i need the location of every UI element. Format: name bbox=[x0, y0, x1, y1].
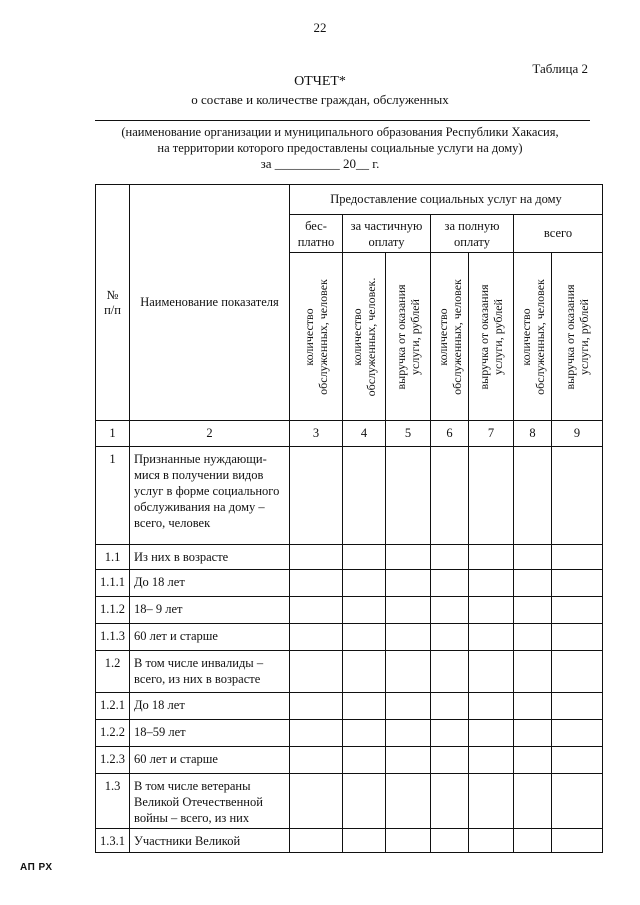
report-title: ОТЧЕТ* bbox=[294, 74, 346, 89]
data-cell[interactable] bbox=[386, 693, 431, 720]
data-cell[interactable] bbox=[514, 651, 552, 693]
col-number: 2 bbox=[130, 421, 290, 447]
organization-note-line-2: на территории которого предоставлены социальные услуги на дому) bbox=[157, 141, 523, 155]
data-cell[interactable] bbox=[386, 829, 431, 853]
data-cell[interactable] bbox=[552, 545, 603, 570]
data-cell[interactable] bbox=[343, 447, 386, 545]
header-col-3-text: количество обслуженных, человек bbox=[302, 278, 330, 395]
data-cell[interactable] bbox=[290, 720, 343, 747]
table-row bbox=[96, 597, 603, 624]
header-col-4 bbox=[343, 253, 386, 421]
col-number: 3 bbox=[290, 421, 343, 447]
row-label: До 18 лет bbox=[130, 693, 290, 720]
data-cell[interactable] bbox=[552, 651, 603, 693]
data-cell[interactable] bbox=[386, 545, 431, 570]
report-table bbox=[95, 184, 603, 853]
data-cell[interactable] bbox=[514, 624, 552, 651]
data-cell[interactable] bbox=[290, 447, 343, 545]
data-cell[interactable] bbox=[290, 570, 343, 597]
data-cell[interactable] bbox=[514, 570, 552, 597]
data-cell[interactable] bbox=[514, 597, 552, 624]
data-cell[interactable] bbox=[469, 570, 514, 597]
data-cell[interactable] bbox=[343, 545, 386, 570]
table-row bbox=[96, 829, 603, 853]
header-col-6-text: количество обслуженных, человек bbox=[435, 278, 464, 395]
table-row bbox=[96, 720, 603, 747]
data-cell[interactable] bbox=[290, 545, 343, 570]
header-full: за полную оплату bbox=[431, 215, 514, 253]
fill-in-line bbox=[95, 120, 590, 121]
row-label: 18–59 лет bbox=[130, 720, 290, 747]
row-label: Из них в возрасте bbox=[130, 545, 290, 570]
data-cell[interactable] bbox=[386, 651, 431, 693]
organization-note bbox=[80, 124, 600, 156]
data-cell[interactable] bbox=[431, 774, 469, 829]
data-cell[interactable] bbox=[514, 447, 552, 545]
data-cell[interactable] bbox=[431, 747, 469, 774]
data-cell[interactable] bbox=[552, 570, 603, 597]
header-name-text: Наименование показателя bbox=[140, 295, 279, 309]
table-row bbox=[96, 447, 603, 545]
data-cell[interactable] bbox=[469, 597, 514, 624]
header-col-5 bbox=[386, 253, 431, 421]
data-cell[interactable] bbox=[552, 597, 603, 624]
data-cell[interactable] bbox=[431, 570, 469, 597]
header-col-4-text: количество обслуженных, человек. bbox=[350, 277, 378, 396]
data-cell[interactable] bbox=[469, 720, 514, 747]
header-col-6 bbox=[431, 253, 469, 421]
data-cell[interactable] bbox=[469, 829, 514, 853]
data-cell[interactable] bbox=[469, 651, 514, 693]
data-cell[interactable] bbox=[343, 597, 386, 624]
row-label: 18– 9 лет bbox=[130, 597, 290, 624]
header-total: всего bbox=[514, 215, 603, 253]
data-cell[interactable] bbox=[469, 693, 514, 720]
data-cell[interactable] bbox=[386, 720, 431, 747]
table-row bbox=[96, 693, 603, 720]
header-col-3 bbox=[290, 253, 343, 421]
data-cell[interactable] bbox=[552, 693, 603, 720]
col-number: 5 bbox=[386, 421, 431, 447]
data-cell[interactable] bbox=[552, 747, 603, 774]
row-label: До 18 лет bbox=[130, 570, 290, 597]
col-number: 4 bbox=[343, 421, 386, 447]
data-cell[interactable] bbox=[514, 545, 552, 570]
footer-stamp: АП РХ bbox=[20, 862, 53, 873]
data-cell[interactable] bbox=[514, 829, 552, 853]
row-number: 1.2.2 bbox=[96, 720, 130, 747]
data-cell[interactable] bbox=[431, 624, 469, 651]
header-col-7-text: выручка от оказания услуги, рублей bbox=[477, 283, 505, 390]
data-cell[interactable] bbox=[343, 720, 386, 747]
table-label: Таблица 2 bbox=[532, 61, 588, 76]
data-cell[interactable] bbox=[431, 693, 469, 720]
data-cell[interactable] bbox=[343, 747, 386, 774]
row-number: 1.1.1 bbox=[96, 570, 130, 597]
data-cell[interactable] bbox=[431, 447, 469, 545]
header-col-7 bbox=[469, 253, 514, 421]
data-cell[interactable] bbox=[386, 447, 431, 545]
data-cell[interactable] bbox=[552, 624, 603, 651]
header-col-8 bbox=[514, 253, 552, 421]
organization-note-line-1: (наименование организации и муниципального образования Республики Хакасия, bbox=[121, 125, 559, 139]
row-number: 1.2.1 bbox=[96, 693, 130, 720]
header-col-5-text: выручка от оказания услуги, рублей bbox=[394, 283, 422, 390]
data-cell[interactable] bbox=[514, 720, 552, 747]
data-cell[interactable] bbox=[290, 829, 343, 853]
header-partial: за частичную оплату bbox=[343, 215, 431, 253]
header-num bbox=[96, 185, 130, 421]
row-number: 1.1.3 bbox=[96, 624, 130, 651]
header-col-9-text: выручка от оказания услуги, рублей bbox=[563, 283, 591, 390]
header-free: бес- платно bbox=[290, 215, 343, 253]
data-cell[interactable] bbox=[469, 545, 514, 570]
col-number: 6 bbox=[431, 421, 469, 447]
page-number: 22 bbox=[313, 20, 327, 35]
data-cell[interactable] bbox=[514, 693, 552, 720]
data-cell[interactable] bbox=[343, 570, 386, 597]
data-cell[interactable] bbox=[431, 829, 469, 853]
row-label: 60 лет и старше bbox=[130, 747, 290, 774]
data-cell[interactable] bbox=[343, 774, 386, 829]
data-cell[interactable] bbox=[431, 720, 469, 747]
data-cell[interactable] bbox=[343, 829, 386, 853]
data-cell[interactable] bbox=[431, 651, 469, 693]
data-cell[interactable] bbox=[552, 829, 603, 853]
row-label: 60 лет и старше bbox=[130, 624, 290, 651]
col-number: 9 bbox=[552, 421, 603, 447]
data-cell[interactable] bbox=[290, 693, 343, 720]
data-cell[interactable] bbox=[343, 624, 386, 651]
data-cell[interactable] bbox=[469, 747, 514, 774]
data-cell[interactable] bbox=[552, 720, 603, 747]
data-cell[interactable] bbox=[469, 774, 514, 829]
row-label: В том числе ветераны Великой Отечественной войны – всего, из них bbox=[130, 774, 290, 829]
report-subtitle: о составе и количестве граждан, обслуженных bbox=[191, 92, 449, 107]
header-col-8-text: количество обслуженных, человек bbox=[518, 278, 547, 395]
data-cell[interactable] bbox=[343, 693, 386, 720]
table-row bbox=[96, 651, 603, 693]
table-row bbox=[96, 747, 603, 774]
row-number: 1.1 bbox=[96, 545, 130, 570]
data-cell[interactable] bbox=[343, 651, 386, 693]
data-cell[interactable] bbox=[552, 774, 603, 829]
table-row bbox=[96, 774, 603, 829]
data-cell[interactable] bbox=[469, 447, 514, 545]
row-number: 1.1.2 bbox=[96, 597, 130, 624]
header-col-9 bbox=[552, 253, 603, 421]
col-number: 8 bbox=[514, 421, 552, 447]
data-cell[interactable] bbox=[290, 624, 343, 651]
header-num-text: № п/п bbox=[104, 287, 121, 317]
row-number: 1.3 bbox=[96, 774, 130, 829]
header-group bbox=[290, 185, 603, 215]
data-cell[interactable] bbox=[552, 447, 603, 545]
row-label: Участники Великой bbox=[130, 829, 290, 853]
row-number: 1.3.1 bbox=[96, 829, 130, 853]
table-row bbox=[96, 545, 603, 570]
row-label: В том числе инвалиды – всего, из них в возрасте bbox=[130, 651, 290, 693]
report-period: за __________ 20__ г. bbox=[260, 156, 380, 171]
table-row bbox=[96, 624, 603, 651]
data-cell[interactable] bbox=[290, 597, 343, 624]
data-cell[interactable] bbox=[431, 545, 469, 570]
data-cell[interactable] bbox=[386, 774, 431, 829]
data-cell[interactable] bbox=[431, 597, 469, 624]
data-cell[interactable] bbox=[290, 747, 343, 774]
col-number: 7 bbox=[469, 421, 514, 447]
data-cell[interactable] bbox=[514, 774, 552, 829]
row-number: 1.2.3 bbox=[96, 747, 130, 774]
data-cell[interactable] bbox=[386, 570, 431, 597]
row-number: 1 bbox=[96, 447, 130, 545]
table-row bbox=[96, 570, 603, 597]
row-label: Признанные нуждающи- мися в получении видов услуг в форме социального обслуживания на дому – всего, человек bbox=[130, 447, 290, 545]
header-name bbox=[130, 185, 290, 421]
data-cell[interactable] bbox=[386, 624, 431, 651]
data-cell[interactable] bbox=[469, 624, 514, 651]
data-cell[interactable] bbox=[386, 597, 431, 624]
col-number: 1 bbox=[96, 421, 130, 447]
data-cell[interactable] bbox=[386, 747, 431, 774]
row-number: 1.2 bbox=[96, 651, 130, 693]
header-group-text: Предоставление социальных услуг на дому bbox=[330, 192, 562, 206]
data-cell[interactable] bbox=[290, 774, 343, 829]
data-cell[interactable] bbox=[290, 651, 343, 693]
data-cell[interactable] bbox=[514, 747, 552, 774]
